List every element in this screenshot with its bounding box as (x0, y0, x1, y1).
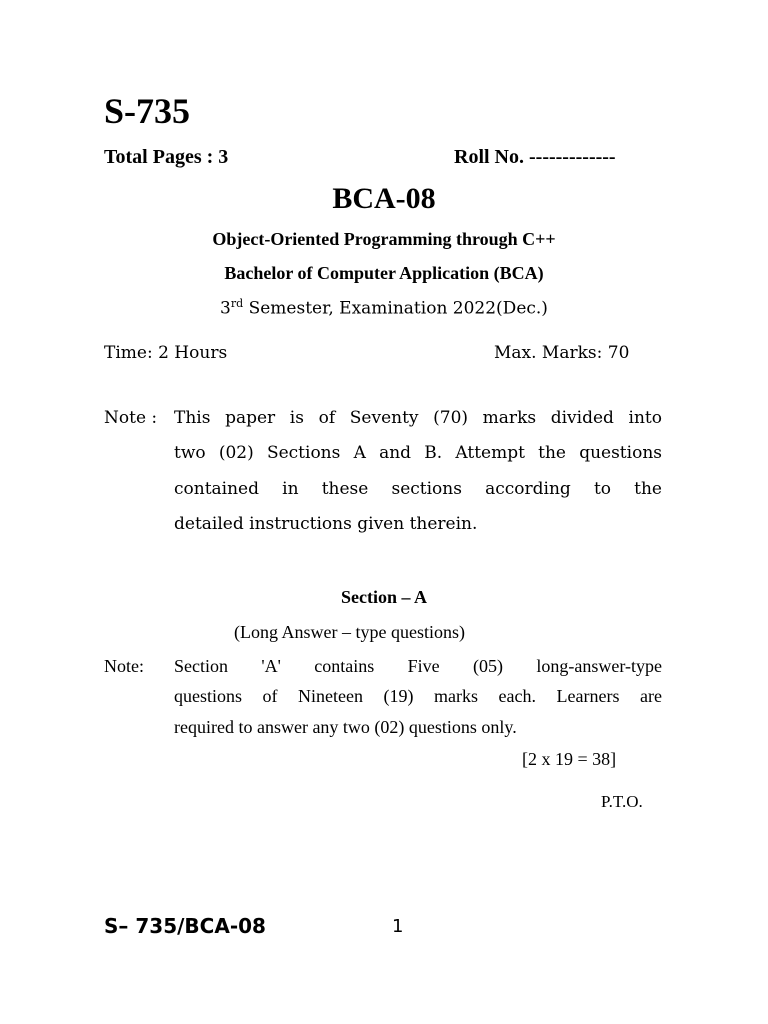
section-a-note-line: questions of Nineteen (19) marks each. Learners are (174, 686, 662, 706)
semester-ordinal: 3 (220, 298, 231, 319)
general-note-label: Note : (104, 408, 158, 428)
max-marks: Max. Marks: 70 (494, 343, 630, 363)
course-title: Object-Oriented Programming through C++ (212, 229, 556, 249)
footer-paper-code: S– 735/BCA-08 (104, 914, 266, 938)
page-number: 1 (392, 916, 404, 937)
please-turn-over: P.T.O. (601, 792, 643, 811)
section-a-note-line: Section 'A' contains Five (05) long-answer-type (174, 656, 662, 676)
total-pages: Total Pages : 3 (104, 146, 229, 168)
section-a-subtitle: (Long Answer – type questions) (234, 622, 465, 642)
general-note-line: two (02) Sections A and B. Attempt the questions (174, 443, 662, 463)
exam-time: Time: 2 Hours (104, 343, 228, 363)
general-note-line: contained in these sections according to the (174, 479, 662, 499)
semester-ordinal-suffix: rd (230, 297, 244, 310)
semester-text: Semester, Examination 2022(Dec.) (243, 298, 548, 319)
semester-line (0, 297, 768, 319)
degree-name: Bachelor of Computer Application (BCA) (224, 263, 544, 283)
general-note-line: This paper is of Seventy (70) marks divided into (174, 408, 662, 428)
marks-formula: [2 x 19 = 38] (522, 749, 617, 769)
general-note-line: detailed instructions given therein. (174, 514, 478, 534)
section-a-note-label: Note: (104, 656, 144, 676)
paper-code: S-735 (104, 91, 191, 131)
course-code: BCA-08 (332, 182, 436, 215)
section-a-note-line: required to answer any two (02) questions only. (174, 717, 517, 737)
section-a-title: Section – A (340, 587, 427, 607)
roll-number-field: Roll No. ------------- (454, 146, 616, 168)
